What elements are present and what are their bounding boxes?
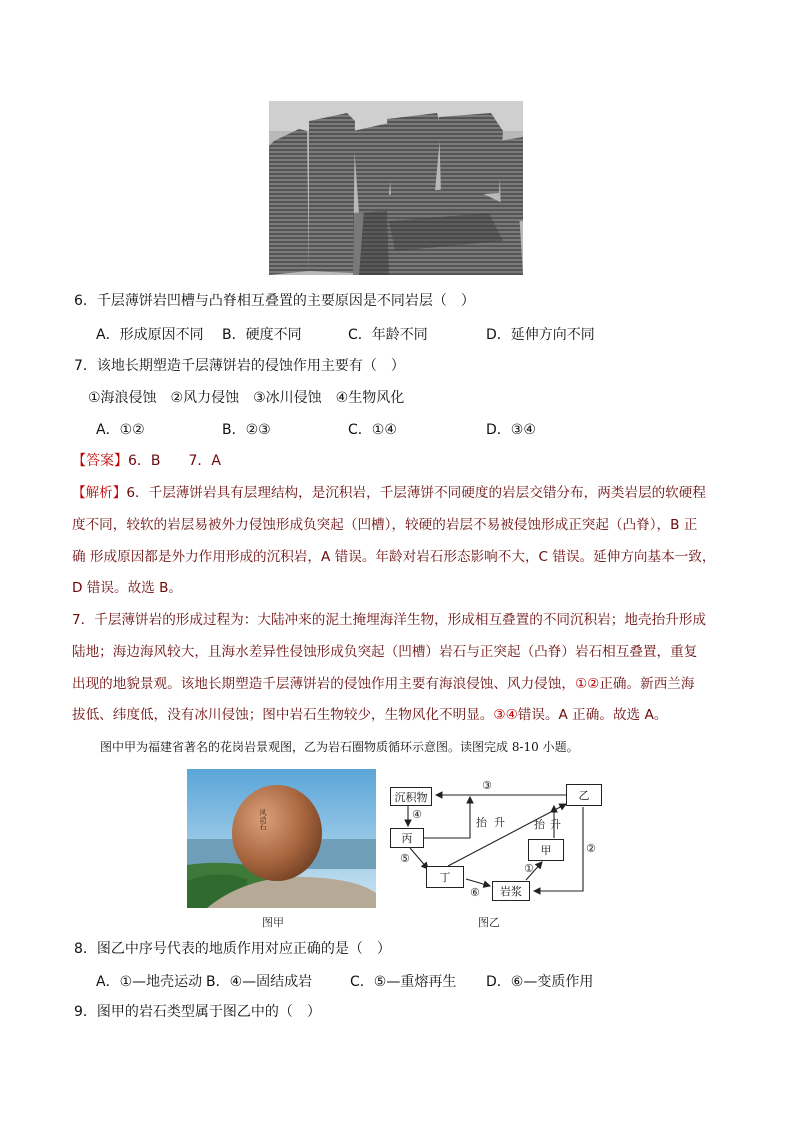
pancake-rocks-photo: [269, 101, 523, 275]
q7-option-b[interactable]: B．②③: [222, 422, 271, 438]
answer-label: 【答案】: [72, 453, 128, 469]
q6-option-d[interactable]: D．延伸方向不同: [486, 327, 595, 343]
analysis-q7-line-3-text: 出现的地貌景观。该地长期塑造千层薄饼岩的侵蚀作用主要有海浪侵蚀、风力侵蚀，: [72, 676, 575, 692]
label-5: ⑤: [400, 852, 410, 865]
answer-line: [72, 451, 221, 471]
uplift-label-2a: 抬: [534, 818, 545, 831]
q8-option-d[interactable]: D．⑥—变质作用: [486, 974, 594, 990]
analysis-q7-line-3-mark: ①②: [574, 676, 600, 692]
q7-option-d[interactable]: D．③④: [486, 422, 536, 438]
q8-option-c[interactable]: C．⑤—重熔再生: [350, 974, 457, 990]
analysis-q7-line-2: 陆地；海边海风较大，且海水差异性侵蚀形成负突起（凹槽）岩石与正突起（凸脊）岩石相互叠置，重复: [72, 644, 698, 660]
jia-box: 甲: [528, 839, 564, 861]
analysis-text-1: 6．千层薄饼岩具有层理结构，是沉积岩，千层薄饼不同硬度的岩层交错分布，两类岩层的软硬程: [126, 485, 706, 501]
uplift-label-1b: 升: [494, 816, 505, 829]
ding-box: 丁: [426, 866, 464, 888]
q8-option-b[interactable]: B．④—固结成岩: [206, 974, 313, 990]
q9-stem: 9．图甲的岩石类型属于图乙中的（ ）: [74, 1004, 321, 1020]
q8-stem: 8．图乙中序号代表的地质作用对应正确的是（ ）: [74, 941, 391, 957]
analysis-line-3: 确 形成原因都是外力作用形成的沉积岩，A 错误。年龄对岩石形态影响不大，C 错误。延伸方向基本一致，: [72, 549, 716, 565]
analysis-line-2: 度不同，较软的岩层易被外力侵蚀形成负突起（凹槽），较硬的岩层不易被侵蚀形成正突起（凸脊），B 正: [72, 517, 698, 533]
figure-a-photo: [187, 769, 376, 908]
bing-box: 丙: [390, 828, 424, 848]
q6-option-c[interactable]: C．年龄不同: [348, 327, 428, 343]
analysis-q7-line-4-tail: 错误。A 正确。故选 A。: [517, 707, 668, 723]
q7-items: ①海浪侵蚀 ②风力侵蚀 ③冰川侵蚀 ④生物风化: [88, 390, 405, 406]
uplift-label-2b: 升: [550, 818, 561, 831]
analysis-q7-line-4-mark: ③④: [493, 707, 518, 723]
answer-text: 6．B 7．A: [128, 453, 221, 469]
q7-stem: 7．该地长期塑造千层薄饼岩的侵蚀作用主要有（ ）: [74, 358, 405, 374]
figure-a-caption: 图甲: [262, 916, 284, 929]
q7-option-a[interactable]: A．①②: [96, 422, 145, 438]
yi-box: 乙: [566, 784, 602, 806]
analysis-line-4: D 错误。故选 B。: [72, 580, 182, 596]
q8-option-a[interactable]: A．①—地壳运动: [96, 974, 203, 990]
q6-option-b[interactable]: B．硬度不同: [222, 327, 302, 343]
analysis-line-1: [72, 483, 706, 503]
analysis-label: 【解析】: [72, 485, 127, 501]
analysis-q7-line-4: [72, 705, 667, 725]
q7-option-c[interactable]: C．①④: [348, 422, 397, 438]
q6-option-a[interactable]: A．形成原因不同: [96, 327, 204, 343]
analysis-q7-line-3-tail: 正确。新西兰海: [599, 676, 695, 692]
label-1: ①: [524, 862, 534, 875]
analysis-q7-line-4-text: 拔低、纬度低，没有冰川侵蚀；图中岩石生物较少，生物风化不明显。: [72, 707, 494, 723]
q6-stem: 6．千层薄饼岩凹槽与凸脊相互叠置的主要原因是不同岩层（ ）: [74, 293, 475, 309]
analysis-q7-line-1: 7．千层薄饼岩的形成过程为：大陆冲来的泥土掩埋海洋生物，形成相互叠置的不同沉积岩；地壳抬升形成: [72, 612, 706, 628]
figure-a-rock-inscription: 风动石: [259, 809, 267, 830]
intro-text: 图中甲为福建省著名的花岗岩景观图，乙为岩石圈物质循环示意图。读图完成 8-10 小题。: [100, 740, 579, 754]
figure-b-caption: 图乙: [478, 916, 500, 929]
uplift-label-1a: 抬: [476, 816, 487, 829]
figure-b-diagram: [386, 776, 626, 908]
label-2: ②: [586, 842, 596, 855]
sediment-box: 沉积物: [390, 787, 432, 806]
label-4: ④: [412, 808, 422, 821]
analysis-q7-line-3: [72, 674, 695, 694]
magma-box: 岩浆: [492, 881, 530, 901]
label-3: ③: [482, 779, 492, 792]
label-6: ⑥: [470, 886, 480, 899]
